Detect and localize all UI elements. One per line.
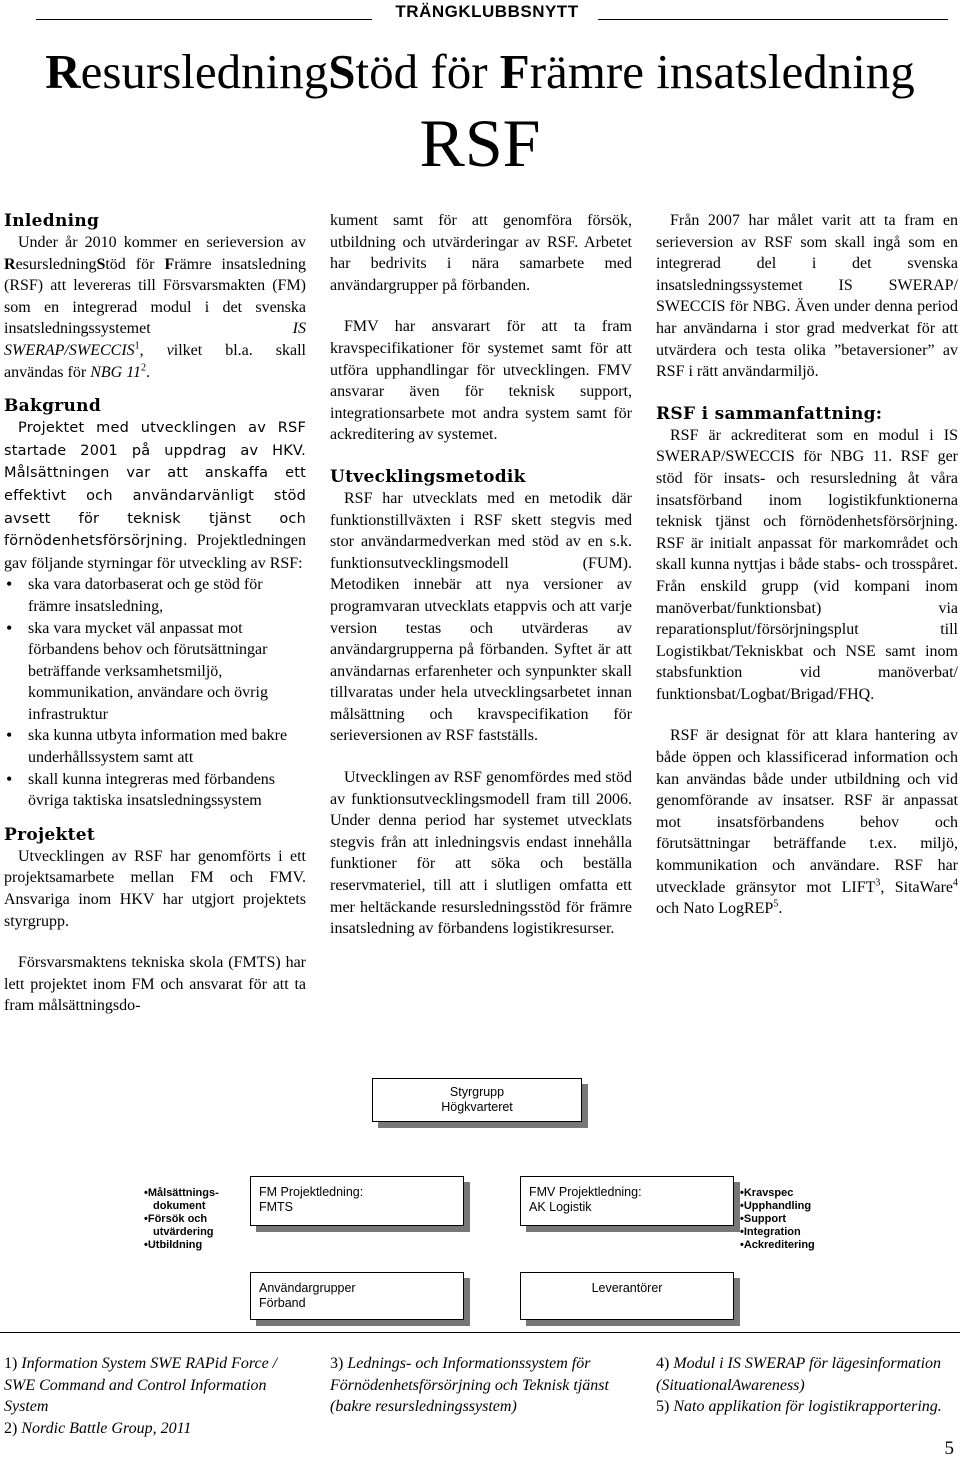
heading-sammanfattning: RSF i sammanfattning: (656, 403, 883, 424)
paragraph-bakgrund: Projektet med utvecklingen av RSF startade 2001 på uppdrag av HKV. Målsättningen var att anskaffa ett effektivt och användarvänligt stöd avsett för teknisk tjänst och förnödenhetsförsörjning. Projektledningen gav följande styrningar för utveckling av RSF: (4, 420, 306, 572)
heading-projektet: Projektet (4, 824, 96, 845)
header-rule-left (36, 19, 372, 20)
paragraph-utvecklingen: Utvecklingen av RSF genomfördes med stöd av funktionsutvecklingsmodell fram till 2006. Under denna period har systemet utvecklats stegvis från att inledningsvis endast innehålla funktioner för att söka och beställa reservmateriel, till att i slutligen omfatta ett mer heltäckande resursledningsstöd för främre insatsledning av förbandens logistikresurser. (330, 769, 632, 938)
heading-inledning: Inledning (4, 211, 100, 231)
paragraph-fran-2007: Från 2007 har målet varit att ta fram en serieversion av RSF som skall ingå som en integrerad del i det svenska insatsledningssystemet IS SWERAP/ SWECCIS för NBG. Även under denna period har användarna i stor grad medverkat för att utvärdera och testa olika ”betaversioner” av RSF i rätt användarmiljö. (656, 212, 958, 381)
list-item: • skall kunna integreras med förbandens övriga taktiska insatsledningssystem (4, 769, 306, 812)
page-number: 5 (944, 1438, 954, 1459)
paragraph-metodik: RSF har utvecklats med en metodik där funktionstillväxten i RSF skett stegvis med stor användarmedverkan med stöd av en s.k. funktionsutvecklingsmodell (FUM). Metodiken innebär att nya versioner av programvaran utvecklats etappvis och att varje version testas och utvärderas av användargrupperna på förbanden. Syftet är att användarnas erfarenheter och synpunkter skall tillvaratas under hela utvecklingsarbetet innan målsättning och kravspecifikation för serieversionen av RSF fastställs. (330, 489, 632, 745)
requirements-list (4, 574, 306, 812)
paragraph-projektet: Utvecklingen av RSF har genomförts i ett projektsamarbete mellan FM och FMV. Ansvariga inom HKV har utgjort projektets styrgrupp. (4, 847, 306, 930)
list-item: • ska vara mycket väl anpassat mot förbandens behov och förutsättningar beträffande verksamhetsmiljö, kommunikation, användare och övrig infrastruktur (4, 618, 306, 726)
footnotes-col-3: 4) Modul i IS SWERAP för lägesinformation (SituationalAwareness) 5) Nato applikation för logistikrapportering. (656, 1355, 942, 1415)
footnotes-col-2: 3) Lednings- och Informationssystem för Förnödenhetsförsörjning och Teknisk tjänst (bakre resursledningssystem) (330, 1355, 609, 1415)
column-1 (4, 210, 306, 1017)
page-title: ResursledningStöd för Främre insatsledning (45, 44, 915, 99)
box-leverantorer: Leverantörer (520, 1272, 734, 1320)
box-fmv-projektledning: FMV Projektledning: AK Logistik (520, 1176, 734, 1226)
column-3 (656, 210, 958, 920)
fmv-responsibilities-list: •Kravspec •Upphandling •Support •Integration •Ackreditering (740, 1187, 815, 1251)
fm-responsibilities-list: •Målsättnings- dokument •Försök och utvärdering •Utbildning (144, 1187, 219, 1251)
header-label: TRÄNGKLUBBSNYTT (395, 2, 579, 21)
paragraph-fmts: Försvarsmaktens tekniska skola (FMTS) har lett projektet inom FM och ansvarat för att ta fram målsättningsdo- (4, 954, 306, 1015)
paragraph-designat: RSF är designat för att klara hantering av både öppen och klassificerad information och kan användas både under utbildning och vid genomförande av insatser. RSF är anpassat mot insatsförbandens behov och förutsättningar beträffande t.ex. miljö, kommunikation och användare. RSF har utvecklade gränsytor mot LIFT$^3$, SitaWare$^4$ och Nato LogREP$^5$. (656, 727, 959, 918)
box-styrgrupp: Styrgrupp Högkvarteret (372, 1078, 582, 1122)
list-item: • ska kunna utbyta information med bakre underhållssystem samt att (4, 725, 306, 768)
paragraph-fmv: FMV har ansvarart för att ta fram kravspecifikationer för systemet samt för att utföra upphandlingar för utvecklingen. FMV ansvarar även för teknisk support, integrationsarbete mot andra system samt för ackreditering av systemet. (330, 318, 632, 444)
paragraph-inledning: Under år 2010 kommer en serieversion av ResursledningStöd för Främre insatsledning (RSF) att levereras till Försvarsmakten (FM) som en integrerad modul i det svenska insatsledningssystemet IS SWERAP/SWECCIS$^1$, vilket bl.a. skall användas för NBG $11^2$. (4, 234, 306, 381)
column-2 (330, 210, 632, 940)
list-item: • ska vara datorbaserat och ge stöd för främre insatsledning, (4, 574, 306, 617)
page-title-abbr: RSF (419, 105, 541, 181)
paragraph-continued: kument samt för att genomföra försök, utbildning och utvärderingar av RSF. Arbetet har bedrivits i nära samarbete med användargrupper på förbanden. (330, 212, 632, 294)
heading-bakgrund: Bakgrund (4, 396, 102, 417)
box-anvandargrupper: Användargrupper Förband (250, 1272, 464, 1320)
footnotes-col-1: 1) Information System SWE RAPid Force / SWE Command and Control Information System 2) Nordic Battle Group, 2011 (4, 1355, 278, 1437)
header-rule-right (598, 19, 948, 20)
footnote-divider (0, 1332, 960, 1333)
paragraph-sammanfattning: RSF är ackrediterat som en modul i IS SWERAP/SWECCIS för NBG 11. RSF ger stöd för insats- och resursledning åt våra insatsförband inom logistikfunktionerna teknisk tjänst och förnödenhetsförsörjning. RSF är initialt anpassat för markområdet och skall kunna nyttjas i både stabs- och trosspåret. Från enskild grupp (vid kompani inom manöverbat/funktionsbat) via reparationsplut/försörjningsplut till Logistikbat/Tekniskbat och NSE samt inom stabsfunktion vid manöverbat/ funktionsbat/Logbat/Brigad/FHQ. (656, 426, 958, 703)
heading-utvecklingsmetodik: Utvecklingsmetodik (330, 466, 526, 487)
box-fm-projektledning: FM Projektledning: FMTS (250, 1176, 464, 1226)
